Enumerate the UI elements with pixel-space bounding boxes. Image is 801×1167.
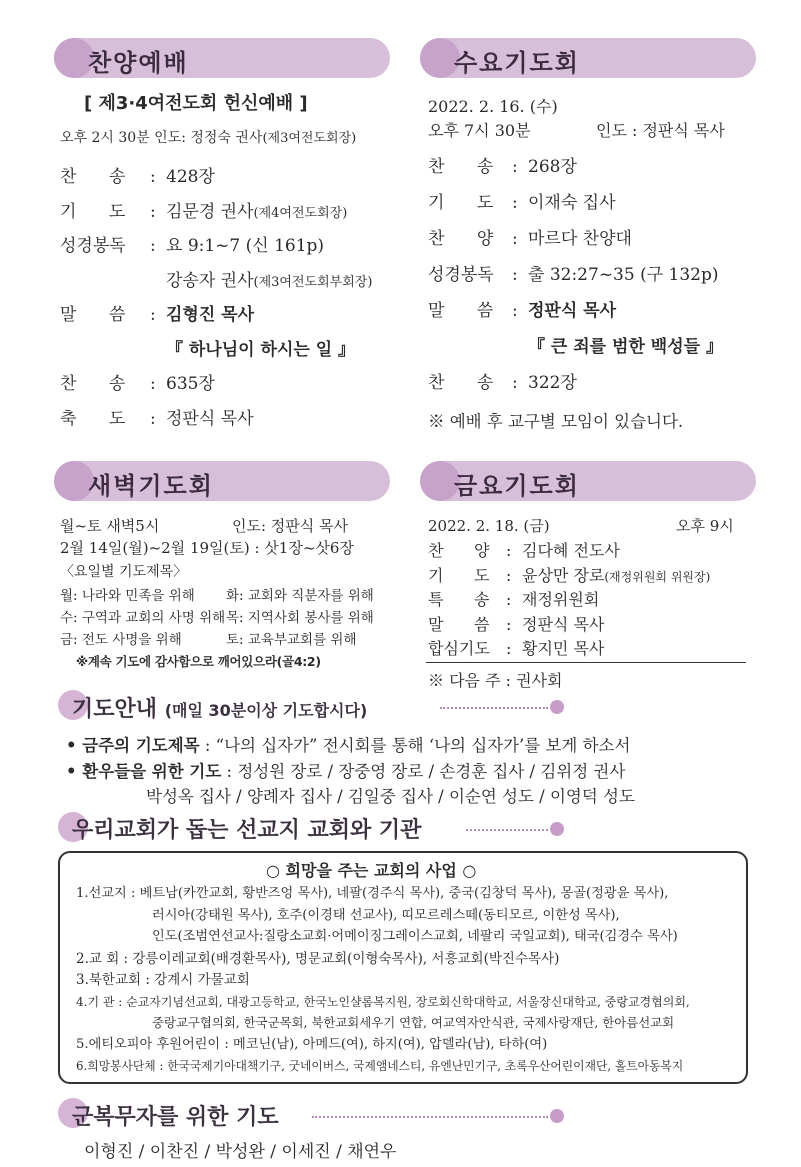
row-colon <box>512 337 528 357</box>
dawn-topic: 수: 구역과 교회의 사명 위해 <box>60 610 226 626</box>
dawn-topic: 화: 교회와 직분자를 위해 <box>226 588 374 604</box>
dawn-topics-header: 〈요일별 기도제목〉 <box>60 564 188 580</box>
dawn-topic: 목: 지역사회 봉사를 위해 <box>226 610 374 626</box>
row-label: 찬 양 <box>428 229 494 249</box>
row-colon: : <box>512 373 518 393</box>
row-value: 428장 <box>166 167 215 187</box>
row-value: 황지민 목사 <box>522 639 605 658</box>
row-value: 『 큰 죄를 범한 백성들 』 <box>528 337 723 357</box>
row-label: 합심기도 <box>428 639 490 658</box>
mission-line: 1.선교지 : 베트남(카깐교회, 황반즈엉 목사), 네팔(경주식 목사), 중국(김창덕 목사), 몽골(정광윤 목사), <box>76 886 669 901</box>
section-title: 금요기도회 <box>454 472 580 500</box>
mission-line: 5.에티오피아 후원어린이 : 메코닌(남), 아메드(여), 하지(여), 압델라(남), 타하(여) <box>76 1036 548 1052</box>
row-label: 기 도 <box>428 193 494 213</box>
time-leader-text: 오후 2시 30분 인도: 정정숙 권사 <box>60 130 263 146</box>
program-row <box>60 162 215 187</box>
time-leader-note: (제3여전도회장) <box>262 131 357 146</box>
row-value: 김문경 권사 <box>166 201 254 222</box>
row-label: 성경봉독 <box>428 265 494 285</box>
mission-line: 인도(조범연선교사:질랑소교회·어메이징그레이스교회, 네팔리 국일교회), 태국(김경수 목사) <box>152 929 678 944</box>
program-row <box>60 231 324 256</box>
program-row <box>60 300 254 325</box>
row-colon: : <box>150 236 156 256</box>
mission-line: 중랑교구협의회, 한국군목회, 북한교회세우기 연합, 여교역자안식관, 국제사랑재단, 한아름선교회 <box>152 1015 675 1030</box>
program-row <box>60 266 372 291</box>
row-label: 찬 양 <box>428 541 490 560</box>
prayer-item-1-text: : “나의 십자가” 전시회를 통해 ‘나의 십자가’를 보게 하소서 <box>204 736 631 755</box>
program-row <box>428 188 616 213</box>
row-colon <box>150 340 166 360</box>
mission-line: 3.북한교회 : 강계시 가물교회 <box>76 972 250 988</box>
row-colon <box>150 271 166 291</box>
mission-line: 6.희망봉사단체 : 한국국제기아대책기구, 굿네이버스, 국제앰네스티, 유엔난민기구, 초록우산어린이재단, 홀트아동복지 <box>76 1059 684 1073</box>
row-label: 찬 송 <box>428 157 494 177</box>
wed-time: 오후 7시 30분 <box>428 121 531 140</box>
row-label: 찬 송 <box>428 373 494 393</box>
row-note: (재정위원회 위원장) <box>604 569 711 584</box>
row-value: 김다혜 전도사 <box>522 541 620 560</box>
row-value: 정판식 목사 <box>166 408 254 429</box>
section-title: 수요기도회 <box>454 49 580 77</box>
row-value: 정판식 목사 <box>528 301 617 321</box>
row-label: 말 씀 <box>60 305 126 325</box>
program-row <box>428 152 577 177</box>
section-header-dawn <box>54 461 390 501</box>
row-value: 정판식 목사 <box>522 614 605 634</box>
row-colon: : <box>512 301 518 321</box>
program-row <box>428 260 719 285</box>
program-row <box>60 369 215 394</box>
service-title: [ 제3·4여전도회 헌신예배 ] <box>84 93 308 114</box>
row-value: 『 하나님이 하시는 일 』 <box>166 339 356 360</box>
program-row <box>428 332 723 357</box>
row-value: 출 32:27~35 (구 132p) <box>528 265 719 285</box>
program-row <box>428 296 616 321</box>
row-colon: : <box>506 639 512 658</box>
fri-next-week: ※ 다음 주 : 권사회 <box>428 671 563 690</box>
program-row <box>60 404 254 429</box>
row-colon: : <box>512 193 518 213</box>
row-label: 찬 송 <box>60 167 126 187</box>
row-label: 기 도 <box>428 565 490 585</box>
program-row <box>60 335 355 360</box>
dotted-rule <box>440 707 548 709</box>
prayer-guide-title <box>72 692 367 723</box>
time-leader <box>60 128 356 149</box>
wed-date: 2022. 2. 16. (수) <box>428 97 558 116</box>
row-label: 말 씀 <box>428 614 490 634</box>
wed-leader: 인도 : 정판식 목사 <box>596 121 725 140</box>
row-label: 찬 송 <box>60 374 126 394</box>
row-label: 기 도 <box>60 201 126 222</box>
row-colon: : <box>512 229 518 249</box>
row-value: 268장 <box>528 157 577 177</box>
program-row <box>428 587 599 610</box>
prayer-item-2-text: : 정성원 장로 / 장중영 장로 / 손경훈 집사 / 김위정 권사 <box>226 762 626 781</box>
row-colon: : <box>150 305 156 325</box>
row-note: (제4여전도회장) <box>253 205 348 221</box>
dawn-topic: 토: 교육부교회를 위해 <box>226 632 357 648</box>
rule-end-ball-icon <box>550 822 564 836</box>
prayer-guide-subtitle: (매일 30분이상 기도합시다) <box>164 701 368 720</box>
fri-date: 2022. 2. 18. (금) <box>428 517 550 535</box>
program-row <box>428 224 632 249</box>
military-names: 이형진 / 이찬진 / 박성완 / 이세진 / 채연우 <box>84 1142 397 1162</box>
row-value: 322장 <box>528 373 577 393</box>
row-value: 635장 <box>166 374 215 394</box>
row-colon: : <box>150 408 156 429</box>
section-title: 찬양예배 <box>88 49 189 77</box>
program-row <box>428 538 620 561</box>
row-colon: : <box>506 590 512 609</box>
row-colon: : <box>150 201 156 222</box>
row-label: 특 송 <box>428 590 490 609</box>
dawn-period: 2월 14일(월)~2월 19일(토) : 삿1장~삿6장 <box>60 539 354 557</box>
dotted-rule <box>466 829 548 831</box>
prayer-item-2-label: • 환우들을 위한 기도 <box>66 762 222 781</box>
section-header-wednesday <box>420 38 756 78</box>
fri-time: 오후 9시 <box>676 517 734 535</box>
wed-note: ※ 예배 후 교구별 모임이 있습니다. <box>428 412 684 431</box>
row-label: 말 씀 <box>428 301 494 321</box>
row-value: 재정위원회 <box>522 590 600 609</box>
mission-line: 4.기 관 : 순교자기념선교회, 대광고등학교, 한국노인샬롬복지원, 장로회신학대학교, 서울장신대학교, 중랑교경협의회, <box>76 994 690 1009</box>
fri-divider <box>426 662 746 663</box>
row-value: 윤상만 장로 <box>522 565 605 585</box>
dawn-leader: 인도: 정판식 목사 <box>232 517 349 535</box>
prayer-item-1-label: • 금주의 기도제목 <box>66 736 200 755</box>
missions-box-title: ○ 희망을 주는 교회의 사업 ○ <box>266 861 477 880</box>
dotted-rule <box>312 1116 548 1118</box>
rule-end-ball-icon <box>550 1109 564 1123</box>
row-value: 김형진 목사 <box>166 305 255 325</box>
dawn-topic: 금: 전도 사명을 위해 <box>60 632 182 648</box>
row-value: 강송자 권사 <box>166 270 254 291</box>
dawn-topic: 월: 나라와 민족을 위해 <box>60 588 195 604</box>
dawn-time: 월~토 새벽5시 <box>60 517 160 535</box>
row-colon: : <box>150 374 156 394</box>
row-colon: : <box>506 565 512 585</box>
section-header-friday <box>420 461 756 501</box>
military-title: 군복무자를 위한 기도 <box>72 1105 279 1130</box>
row-value: 이재숙 집사 <box>528 193 616 213</box>
section-title: 새벽기도회 <box>88 472 214 500</box>
rule-end-ball-icon <box>550 700 564 714</box>
row-value: 마르다 찬양대 <box>528 229 632 249</box>
row-label: 축 도 <box>60 408 126 429</box>
prayer-item-2 <box>66 758 625 782</box>
row-note: (제3여전도회부회장) <box>253 274 373 290</box>
section-header-worship <box>54 38 390 78</box>
program-row <box>428 563 710 586</box>
missions-title: 우리교회가 돕는 선교지 교회와 기관 <box>72 818 422 843</box>
mission-line: 2.교 회 : 강릉이레교회(배경환목사), 명문교회(이형숙목사), 서흥교회(박진수목사) <box>76 950 560 967</box>
row-label: 성경봉독 <box>60 236 126 256</box>
row-colon: : <box>512 265 518 285</box>
row-value: 요 9:1~7 (신 161p) <box>166 236 325 256</box>
dawn-verse: ※계속 기도에 감사함으로 깨어있으라(골4:2) <box>76 654 321 669</box>
mission-line: 러시아(강태원 목사), 호주(이경태 선교사), 띠모르레스떼(동티모르, 이한성 목사), <box>152 907 620 923</box>
program-row <box>428 368 577 393</box>
prayer-item-2-cont: 박성옥 집사 / 양례자 집사 / 김일중 집사 / 이순연 성도 / 이영덕 성도 <box>146 787 635 806</box>
row-colon: : <box>506 614 512 634</box>
program-row <box>60 197 347 222</box>
row-colon: : <box>506 541 512 560</box>
prayer-item-1 <box>66 732 630 756</box>
program-row <box>428 636 604 659</box>
row-colon: : <box>512 157 518 177</box>
prayer-guide-title-text: 기도안내 <box>72 697 158 722</box>
program-row <box>428 612 604 635</box>
row-colon: : <box>150 167 156 187</box>
